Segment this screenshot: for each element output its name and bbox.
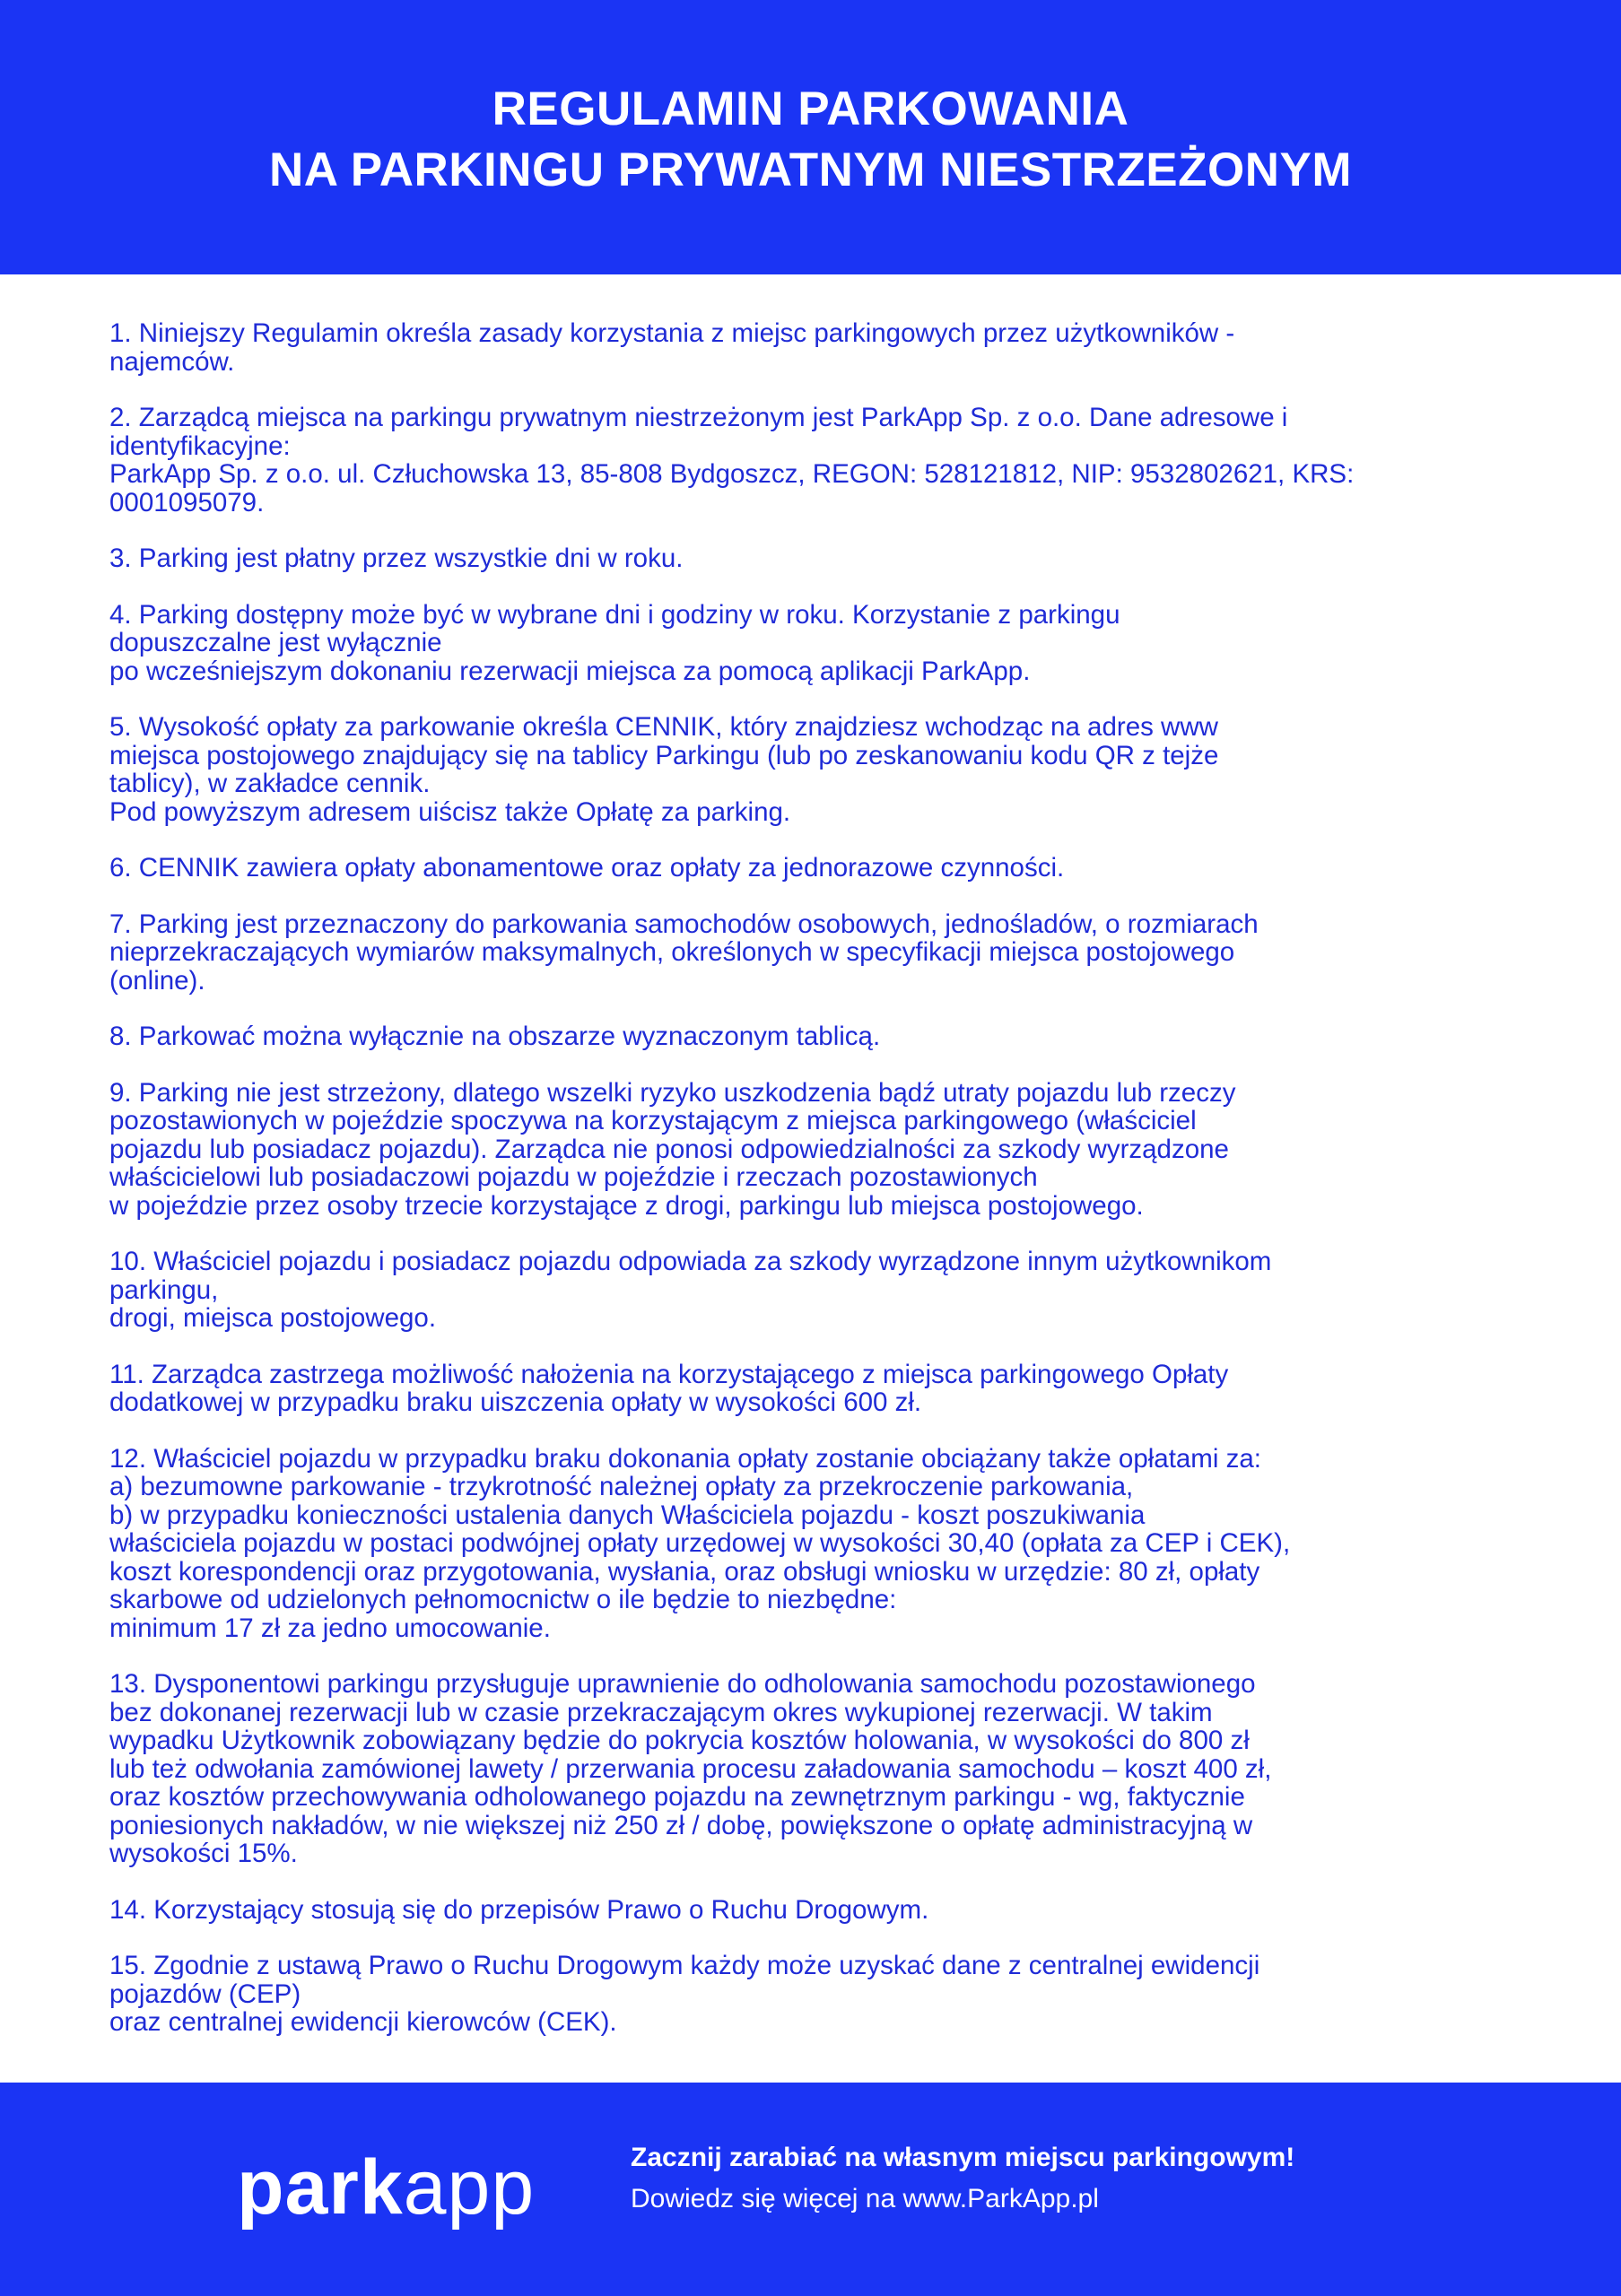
regulation-paragraph-5 — [109, 713, 1527, 826]
regulation-line: (online). — [109, 965, 205, 996]
regulation-line: lub też odwołania zamówionej lawety / przerwania procesu załadowania samochodu – koszt 400 zł, — [109, 1753, 1272, 1784]
regulation-line: najemców. — [109, 346, 235, 377]
regulation-line: 3. Parking jest płatny przez wszystkie dni w roku. — [109, 544, 684, 573]
regulation-paragraph-10 — [109, 1248, 1527, 1333]
regulation-line: 4. Parking dostępny może być w wybrane dni i godziny w roku. Korzystanie z parkingu — [109, 599, 1120, 630]
regulation-paragraph-8 — [109, 1022, 1527, 1051]
regulation-paragraph-4 — [109, 601, 1527, 686]
regulation-line: drogi, miejsca postojowego. — [109, 1303, 437, 1333]
regulation-paragraph-6 — [109, 854, 1527, 883]
footer-banner — [0, 2083, 1621, 2296]
regulation-line: b) w przypadku konieczności ustalenia danych Właściciela pojazdu - koszt poszukiwania — [109, 1500, 1146, 1530]
regulation-paragraph-11 — [109, 1361, 1527, 1417]
regulation-line: właścicielowi lub posiadaczowi pojazdu w pojeździe i rzeczach pozostawionych — [109, 1162, 1038, 1192]
regulation-line: 14. Korzystający stosują się do przepisów Prawo o Ruchu Drogowym. — [109, 1894, 929, 1925]
regulation-line: tablicy), w zakładce cennik. — [109, 769, 431, 798]
regulation-line: 6. CENNIK zawiera opłaty abonamentowe oraz opłaty za jednorazowe czynności. — [109, 853, 1065, 883]
regulation-line: skarbowe od udzielonych pełnomocnictw o ile będzie to niezbędne: — [109, 1585, 897, 1614]
regulation-line: 5. Wysokość opłaty za parkowanie określa CENNIK, który znajdziesz wchodząc na adres www — [109, 712, 1218, 742]
page-title-line-2: NA PARKINGU PRYWATNYM NIESTRZEŻONYM — [268, 144, 1353, 196]
regulation-line: właściciela pojazdu w postaci podwójnej opłaty urzędowej w wysokości 30,40 (opłata za CEP i CEK), — [109, 1528, 1291, 1558]
parkapp-logo — [237, 2138, 535, 2237]
regulation-line: 2. Zarządcą miejsca na parkingu prywatnym niestrzeżonym jest ParkApp Sp. z o.o. Dane adresowe i — [109, 403, 1288, 432]
regulation-line: koszt korespondencji oraz przygotowania, wysłania, oraz obsługi wniosku w urzędzie: 80 zł, opłaty — [109, 1556, 1260, 1587]
regulation-line: parkingu, — [109, 1274, 219, 1305]
regulation-line: 13. Dysponentowi parkingu przysługuje uprawnienie do odholowania samochodu pozostawionego — [109, 1669, 1256, 1699]
regulation-paragraph-14 — [109, 1896, 1527, 1925]
regulation-line: 9. Parking nie jest strzeżony, dlatego wszelki ryzyko uszkodzenia bądź utraty pojazdu lub rzeczy — [109, 1077, 1236, 1108]
regulation-line: w pojeździe przez osoby trzecie korzystające z drogi, parkingu lub miejsca postojowego. — [109, 1190, 1144, 1221]
regulation-line: 12. Właściciel pojazdu w przypadku braku dokonania opłaty zostanie obciążany także opłatami za: — [109, 1443, 1261, 1474]
regulation-line: 8. Parkować można wyłącznie na obszarze wyznaczonym tablicą. — [109, 1022, 881, 1051]
regulation-line: a) bezumowne parkowanie - trzykrotność należnej opłaty za przekroczenie parkowania, — [109, 1472, 1134, 1501]
regulation-line: 7. Parking jest przeznaczony do parkowania samochodów osobowych, jednośladów, o rozmiarach — [109, 909, 1259, 939]
regulation-paragraph-9 — [109, 1079, 1527, 1221]
regulation-line: wypadku Użytkownik zobowiązany będzie do pokrycia kosztów holowania, w wysokości do 800 zł — [109, 1726, 1250, 1755]
regulation-line: Pod powyższym adresem uiścisz także Opłatę za parking. — [109, 796, 791, 827]
regulation-line: miejsca postojowego znajdujący się na tablicy Parkingu (lub po zeskanowaniu kodu QR z tejże — [109, 740, 1219, 770]
regulation-line: dopuszczalne jest wyłącznie — [109, 628, 442, 657]
regulation-line: pojazdów (CEP) — [109, 1979, 301, 2009]
footer-tagline: Zacznij zarabiać na własnym miejscu parkingowym! — [631, 2143, 1295, 2172]
regulation-line: po wcześniejszym dokonaniu rezerwacji miejsca za pomocą aplikacji ParkApp. — [109, 656, 1031, 686]
regulation-line: bez dokonanej rezerwacji lub w czasie przekraczającym okres wykupionej rezerwacji. W takim — [109, 1697, 1213, 1727]
regulation-paragraph-2 — [109, 404, 1527, 517]
regulation-line: 0001095079. — [109, 487, 265, 517]
regulation-line: 15. Zgodnie z ustawą Prawo o Ruchu Drogowym każdy może uzyskać dane z centralnej ewidencji — [109, 1951, 1260, 1980]
regulation-line: oraz centralnej ewidencji kierowców (CEK). — [109, 2007, 617, 2037]
regulation-line: nieprzekraczających wymiarów maksymalnych, określonych w specyfikacji miejsca postojowego — [109, 937, 1235, 967]
regulation-line: pozostawionych w pojeździe spoczywa na korzystającym z miejsca parkingowego (właściciel — [109, 1106, 1197, 1135]
regulation-paragraph-15 — [109, 1952, 1527, 2037]
regulation-line: identyfikacyjne: — [109, 430, 291, 461]
footer-website-text: Dowiedz się więcej na www.ParkApp.pl — [631, 2184, 1099, 2213]
logo-text-app: app — [403, 2144, 536, 2231]
regulation-paragraph-13 — [109, 1670, 1527, 1868]
regulations-body — [109, 319, 1527, 2065]
page-title-line-1: REGULAMIN PARKOWANIA — [492, 83, 1129, 135]
regulation-line: ParkApp Sp. z o.o. ul. Człuchowska 13, 85-808 Bydgoszcz, REGON: 528121812, NIP: 9532802621, KRS: — [109, 459, 1355, 489]
regulation-line: 1. Niniejszy Regulamin określa zasady korzystania z miejsc parkingowych przez użytkowników - — [109, 318, 1235, 348]
regulation-line: wysokości 15%. — [109, 1839, 298, 1868]
regulation-line: 10. Właściciel pojazdu i posiadacz pojazdu odpowiada za szkody wyrządzone innym użytkownikom — [109, 1247, 1272, 1276]
regulation-paragraph-1 — [109, 319, 1527, 376]
footer-promo — [631, 2138, 1294, 2219]
regulation-line: minimum 17 zł za jedno umocowanie. — [109, 1613, 551, 1643]
regulation-paragraph-3 — [109, 544, 1527, 573]
logo-text-park: park — [237, 2144, 404, 2231]
regulation-paragraph-12 — [109, 1445, 1527, 1643]
regulation-line: poniesionych nakładów, w nie większej niż 250 zł / dobę, powiększone o opłatę administracyjną w — [109, 1810, 1253, 1840]
regulation-paragraph-7 — [109, 910, 1527, 996]
regulation-line: pojazdu lub posiadacz pojazdu). Zarządca nie ponosi odpowiedzialności za szkody wyrządzone — [109, 1134, 1229, 1164]
regulation-line: 11. Zarządca zastrzega możliwość nałożenia na korzystającego z miejsca parkingowego Opłaty — [109, 1359, 1229, 1389]
regulation-line: oraz kosztów przechowywania odholowanego pojazdu na zewnętrznym parkingu - wg, faktycznie — [109, 1782, 1245, 1812]
regulation-line: dodatkowej w przypadku braku uiszczenia opłaty w wysokości 600 zł. — [109, 1387, 922, 1417]
header-banner — [0, 0, 1621, 274]
